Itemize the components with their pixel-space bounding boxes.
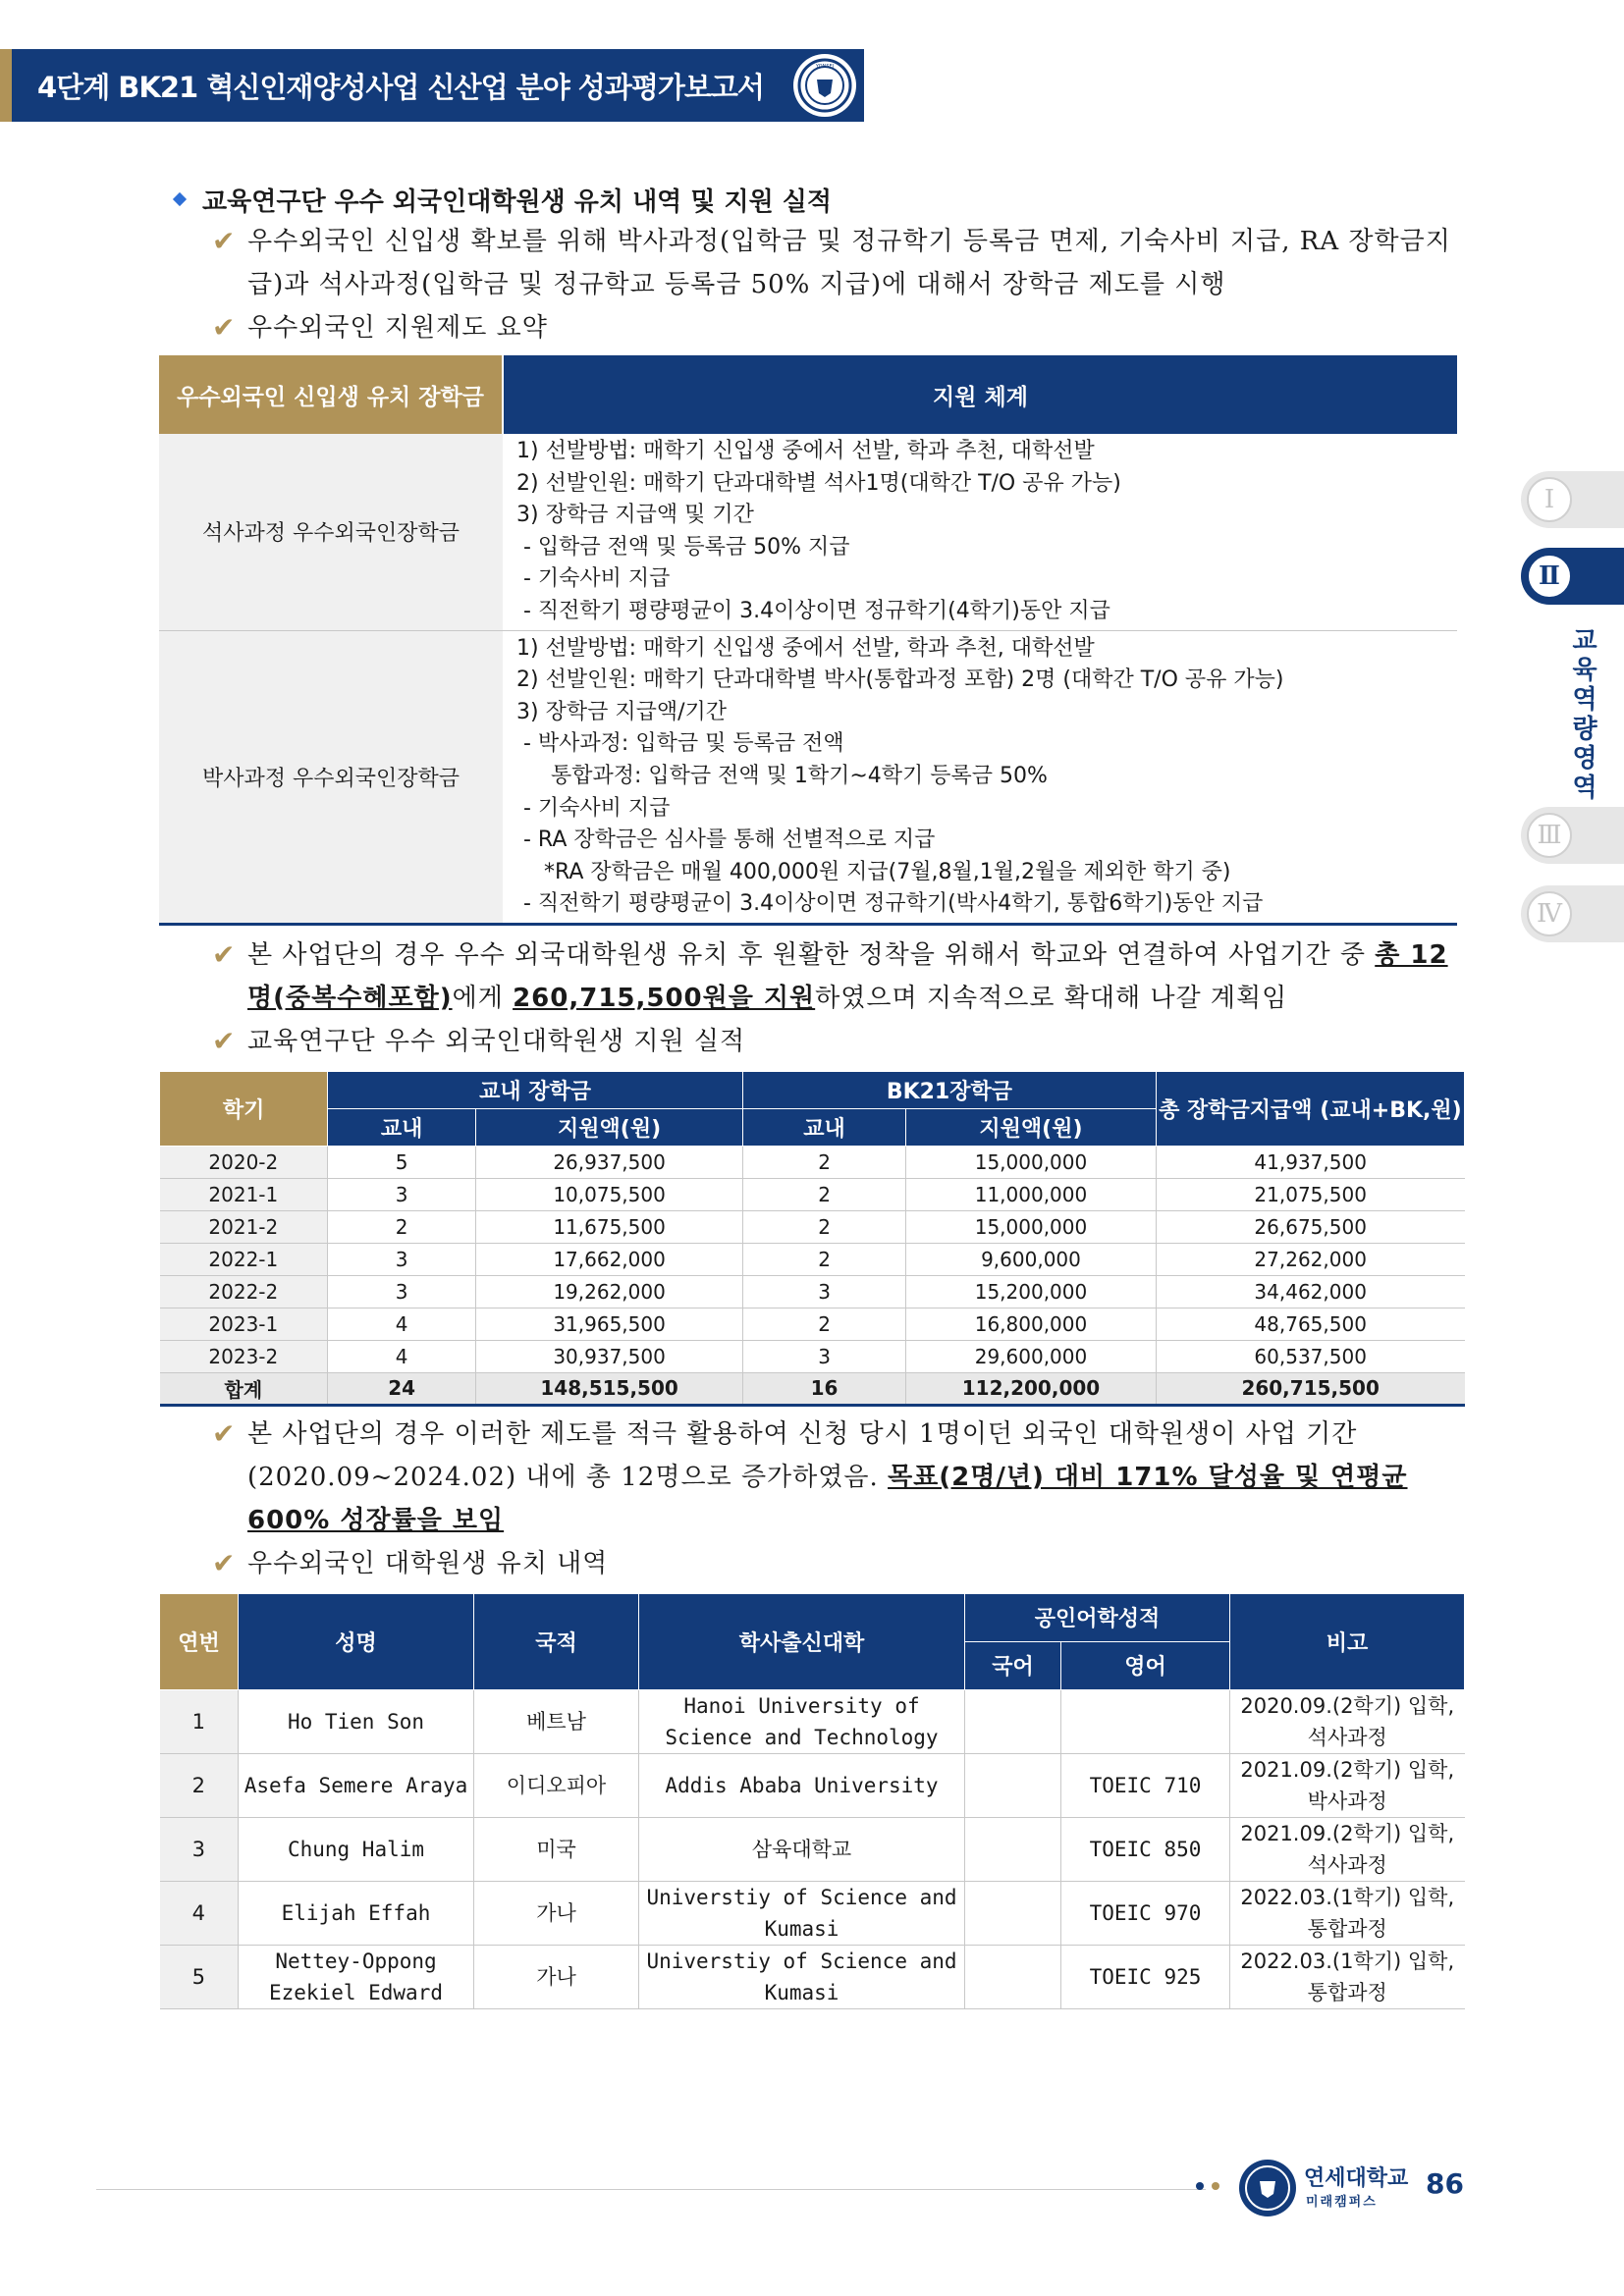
student-english: TOEIC 925 — [1061, 1945, 1230, 2008]
student-korean — [965, 1817, 1061, 1881]
doctoral-scholarship-desc: 1) 선발방법: 매학기 신입생 중에서 선발, 학과 추천, 대학선발 2) 선발인원: 매학기 단과대학별 박사(통합과정 포함) 2명 (대학간 T/O 공유 가능) 3) 장학금 지급액/기간 - 박사과정: 입학금 및 등록금 전액 통합과정: 입학금 전액 및 1학기~4학기 등록금 50% - 기숙사비 지급 - RA 장학금은 심사를 통해 선별적으로 지급 *RA 장학금은 매월 400,000원 지급(7월,8월,1월,2월을 제외한 학기 중) - 직전학기 평량평균이 3.4이상이면 정규학기(박사4학기, 통합6학기)동안 지급 — [503, 630, 1457, 924]
col-internal-count: 교내 — [328, 1108, 476, 1146]
doctoral-scholarship-label: 박사과정 우수외국인장학금 — [159, 630, 503, 924]
student-no: 1 — [160, 1689, 239, 1753]
table-cell: 26,937,500 — [476, 1146, 743, 1178]
section-title-text: 교육연구단 우수 외국인대학원생 유치 내역 및 지원 실적 — [202, 187, 833, 217]
bullet-support-results: ✔ 교육연구단 우수 외국인대학원생 지원 실적 — [212, 1020, 1465, 1063]
student-university: Hanoi University of Science and Technology — [639, 1689, 965, 1753]
chapter-tab-2[interactable] — [1521, 548, 1624, 605]
col-language-score: 공인어학성적 — [965, 1593, 1230, 1641]
table-row — [160, 1881, 1465, 1945]
col-bk21-amount: 지원액(원) — [906, 1108, 1157, 1146]
col-university: 학사출신대학 — [639, 1593, 965, 1689]
table-cell: 2 — [743, 1210, 906, 1243]
table-cell: 2023-1 — [160, 1308, 328, 1340]
col-name: 성명 — [239, 1593, 474, 1689]
table-row — [160, 1243, 1465, 1275]
bullet-growth: ✔ 본 사업단의 경우 이러한 제도를 적극 활용하여 신청 당시 1명이던 외국인 대학원생이 사업 기간 (2020.09~2024.02) 내에 총 12명으로 증가하였음. 목표(2명/년) 대비 171% 달성율 및 연평균 600% 성장률을 보임 — [212, 1413, 1465, 1542]
total-recipients-highlight: 총 12명(중복수혜포함) — [247, 939, 1448, 1013]
col-korean: 국어 — [965, 1641, 1061, 1689]
diamond-bullet-icon — [173, 192, 187, 206]
dot-icon — [1212, 2182, 1219, 2190]
table-cell: 60,537,500 — [1156, 1340, 1464, 1372]
table-cell: 30,937,500 — [476, 1340, 743, 1372]
table-cell: 10,075,500 — [476, 1178, 743, 1210]
table-row — [160, 1210, 1465, 1243]
support-table-header-right: 지원 체계 — [503, 355, 1457, 434]
total-amount-highlight: 260,715,500원을 지원 — [513, 983, 816, 1013]
table-cell: 41,937,500 — [1156, 1146, 1464, 1178]
student-name: Asefa Semere Araya — [239, 1753, 474, 1817]
bullet-support-total: ✔ 본 사업단의 경우 우수 외국대학원생 유치 후 원활한 정착을 위해서 학교와 연결하여 사업기간 중 총 12명(중복수혜포함)에게 260,715,500원을 지원하였으며 지속적으로 확대해 나갈 계획임 — [212, 934, 1465, 1020]
report-header — [0, 49, 864, 122]
student-name: Chung Halim — [239, 1817, 474, 1881]
page-number: 86 — [1426, 2167, 1464, 2200]
growth-highlight: 목표(2명/년) 대비 171% 달성율 및 연평균 600% 성장률을 보임 — [247, 1462, 1408, 1535]
student-korean — [965, 1881, 1061, 1945]
student-name: Elijah Effah — [239, 1881, 474, 1945]
table-cell: 21,075,500 — [1156, 1178, 1464, 1210]
col-nationality: 국적 — [474, 1593, 639, 1689]
student-no: 2 — [160, 1753, 239, 1817]
table-cell: 9,600,000 — [906, 1243, 1157, 1275]
student-university: 삼육대학교 — [639, 1817, 965, 1881]
footer-dots — [1196, 2182, 1219, 2190]
university-emblem-icon — [793, 54, 856, 117]
table-cell: 2 — [743, 1146, 906, 1178]
table-cell: 3 — [328, 1275, 476, 1308]
bullet-support-summary: ✔ 우수외국인 지원제도 요약 — [212, 306, 1465, 349]
table-row — [160, 1340, 1465, 1372]
table-cell: 2021-1 — [160, 1178, 328, 1210]
table-row — [160, 1817, 1465, 1881]
student-note: 2022.03.(1학기) 입학, 통합과정 — [1230, 1945, 1465, 2008]
table-cell: 11,675,500 — [476, 1210, 743, 1243]
col-english: 영어 — [1061, 1641, 1230, 1689]
table-cell: 11,000,000 — [906, 1178, 1157, 1210]
checkmark-icon: ✔ — [212, 1546, 237, 1579]
student-name: Nettey-Oppong Ezekiel Edward — [239, 1945, 474, 2008]
table-cell: 2 — [743, 1308, 906, 1340]
masters-scholarship-desc: 1) 선발방법: 매학기 신입생 중에서 선발, 학과 추천, 대학선발 2) 선발인원: 매학기 단과대학별 석사1명(대학간 T/O 공유 가능) 3) 장학금 지급액 및 기간 - 입학금 전액 및 등록금 50% 지급 - 기숙사비 지급 - 직전학기 평량평균이 3.4이상이면 정규학기(4학기)동안 지급 — [503, 434, 1457, 630]
table-cell: 15,000,000 — [906, 1146, 1157, 1178]
student-no: 4 — [160, 1881, 239, 1945]
checkmark-icon: ✔ — [212, 1024, 237, 1057]
student-korean — [965, 1753, 1061, 1817]
student-english: TOEIC 970 — [1061, 1881, 1230, 1945]
table-cell: 2023-2 — [160, 1340, 328, 1372]
dot-icon — [1196, 2182, 1204, 2190]
table-cell: 4 — [328, 1340, 476, 1372]
header-accent-bar — [0, 49, 12, 122]
table-cell: 3 — [328, 1243, 476, 1275]
support-system-table — [159, 355, 1457, 926]
student-note: 2020.09.(2학기) 입학, 석사과정 — [1230, 1689, 1465, 1753]
table-row — [160, 1178, 1465, 1210]
table-cell: 2021-2 — [160, 1210, 328, 1243]
table-row — [159, 434, 1457, 630]
table-cell: 2 — [328, 1210, 476, 1243]
table-cell: 16,800,000 — [906, 1308, 1157, 1340]
checkmark-icon: ✔ — [212, 311, 237, 344]
active-chapter-label: 교육역량 영역 — [1572, 626, 1597, 803]
table-cell: 29,600,000 — [906, 1340, 1157, 1372]
col-bk21-count: 교내 — [743, 1108, 906, 1146]
table-cell: 2 — [743, 1178, 906, 1210]
chapter-tab-3[interactable] — [1521, 807, 1624, 864]
student-nationality: 미국 — [474, 1817, 639, 1881]
footer-divider — [96, 2189, 1206, 2190]
col-semester: 학기 — [160, 1071, 328, 1146]
table-cell: 5 — [328, 1146, 476, 1178]
table-cell: 2022-1 — [160, 1243, 328, 1275]
col-total-scholarship: 총 장학금지급액 (교내+BK,원) — [1156, 1071, 1464, 1146]
student-no: 5 — [160, 1945, 239, 2008]
table-cell: 3 — [328, 1178, 476, 1210]
student-korean — [965, 1945, 1061, 2008]
student-university: Universtiy of Science and Kumasi — [639, 1945, 965, 2008]
col-internal-amount: 지원액(원) — [476, 1108, 743, 1146]
table-cell: 26,675,500 — [1156, 1210, 1464, 1243]
section-title — [181, 183, 1465, 216]
checkmark-icon: ✔ — [212, 1416, 237, 1450]
main-content — [159, 183, 1465, 2009]
chapter-number: Ⅱ — [1527, 554, 1572, 599]
chapter-number: Ⅳ — [1527, 891, 1572, 936]
table-cell: 15,200,000 — [906, 1275, 1157, 1308]
table-cell: 48,765,500 — [1156, 1308, 1464, 1340]
col-no: 연번 — [160, 1593, 239, 1689]
student-english: TOEIC 850 — [1061, 1817, 1230, 1881]
table-cell: 3 — [743, 1340, 906, 1372]
table-row — [160, 1308, 1465, 1340]
scholarship-table — [159, 1071, 1465, 1407]
student-english: TOEIC 710 — [1061, 1753, 1230, 1817]
table-row — [160, 1689, 1465, 1753]
checkmark-icon: ✔ — [212, 225, 237, 257]
bullet-student-list: ✔ 우수외국인 대학원생 유치 내역 — [212, 1542, 1465, 1585]
masters-scholarship-label: 석사과정 우수외국인장학금 — [159, 434, 503, 630]
table-cell: 2 — [743, 1243, 906, 1275]
student-note: 2021.09.(2학기) 입학, 박사과정 — [1230, 1753, 1465, 1817]
table-cell: 3 — [743, 1275, 906, 1308]
student-korean — [965, 1689, 1061, 1753]
student-name: Ho Tien Son — [239, 1689, 474, 1753]
table-cell: 2020-2 — [160, 1146, 328, 1178]
table-row — [160, 1275, 1465, 1308]
col-note: 비고 — [1230, 1593, 1465, 1689]
student-university: Universtiy of Science and Kumasi — [639, 1881, 965, 1945]
table-cell: 17,662,000 — [476, 1243, 743, 1275]
table-cell: 19,262,000 — [476, 1275, 743, 1308]
table-cell: 2022-2 — [160, 1275, 328, 1308]
table-cell: 15,000,000 — [906, 1210, 1157, 1243]
student-english — [1061, 1689, 1230, 1753]
student-note: 2021.09.(2학기) 입학, 석사과정 — [1230, 1817, 1465, 1881]
table-row — [159, 630, 1457, 924]
footer-university-name: 연세대학교 — [1304, 2166, 1409, 2191]
table-cell: 34,462,000 — [1156, 1275, 1464, 1308]
bullet-scholarship-policy: ✔ 우수외국인 신입생 확보를 위해 박사과정(입학금 및 정규학기 등록금 면제, 기숙사비 지급, RA 장학금지급)과 석사과정(입학금 및 정규학교 등록금 50% 지급)에 대해서 장학금 제도를 시행 — [212, 220, 1465, 306]
student-nationality: 가나 — [474, 1945, 639, 2008]
chapter-tab-1[interactable] — [1521, 471, 1624, 528]
checkmark-icon: ✔ — [212, 937, 237, 971]
support-table-header-left: 우수외국인 신입생 유치 장학금 — [159, 355, 503, 434]
chapter-number: Ⅰ — [1527, 477, 1572, 522]
student-note: 2022.03.(1학기) 입학, 통합과정 — [1230, 1881, 1465, 1945]
student-university: Addis Ababa University — [639, 1753, 965, 1817]
students-table — [159, 1593, 1465, 2009]
table-row — [160, 1146, 1465, 1178]
col-internal-scholarship: 교내 장학금 — [328, 1071, 743, 1108]
student-no: 3 — [160, 1817, 239, 1881]
total-row: 합계 24 148,515,500 16 112,200,000 260,715,500 — [160, 1372, 1465, 1405]
student-nationality: 베트남 — [474, 1689, 639, 1753]
table-row — [160, 1945, 1465, 2008]
university-logo-icon — [1239, 2160, 1296, 2216]
col-bk21-scholarship: BK21장학금 — [743, 1071, 1157, 1108]
emblem-text: YONSEI — [815, 64, 835, 70]
student-nationality: 이디오피아 — [474, 1753, 639, 1817]
chapter-tab-4[interactable] — [1521, 885, 1624, 942]
table-cell: 31,965,500 — [476, 1308, 743, 1340]
student-nationality: 가나 — [474, 1881, 639, 1945]
table-cell: 4 — [328, 1308, 476, 1340]
chapter-number: Ⅲ — [1527, 813, 1572, 858]
footer-campus-name: 미래캠퍼스 — [1306, 2195, 1378, 2210]
table-cell: 27,262,000 — [1156, 1243, 1464, 1275]
report-title: 4단계 BK21 혁신인재양성사업 신산업 분야 성과평가보고서 — [37, 70, 764, 104]
table-row — [160, 1753, 1465, 1817]
